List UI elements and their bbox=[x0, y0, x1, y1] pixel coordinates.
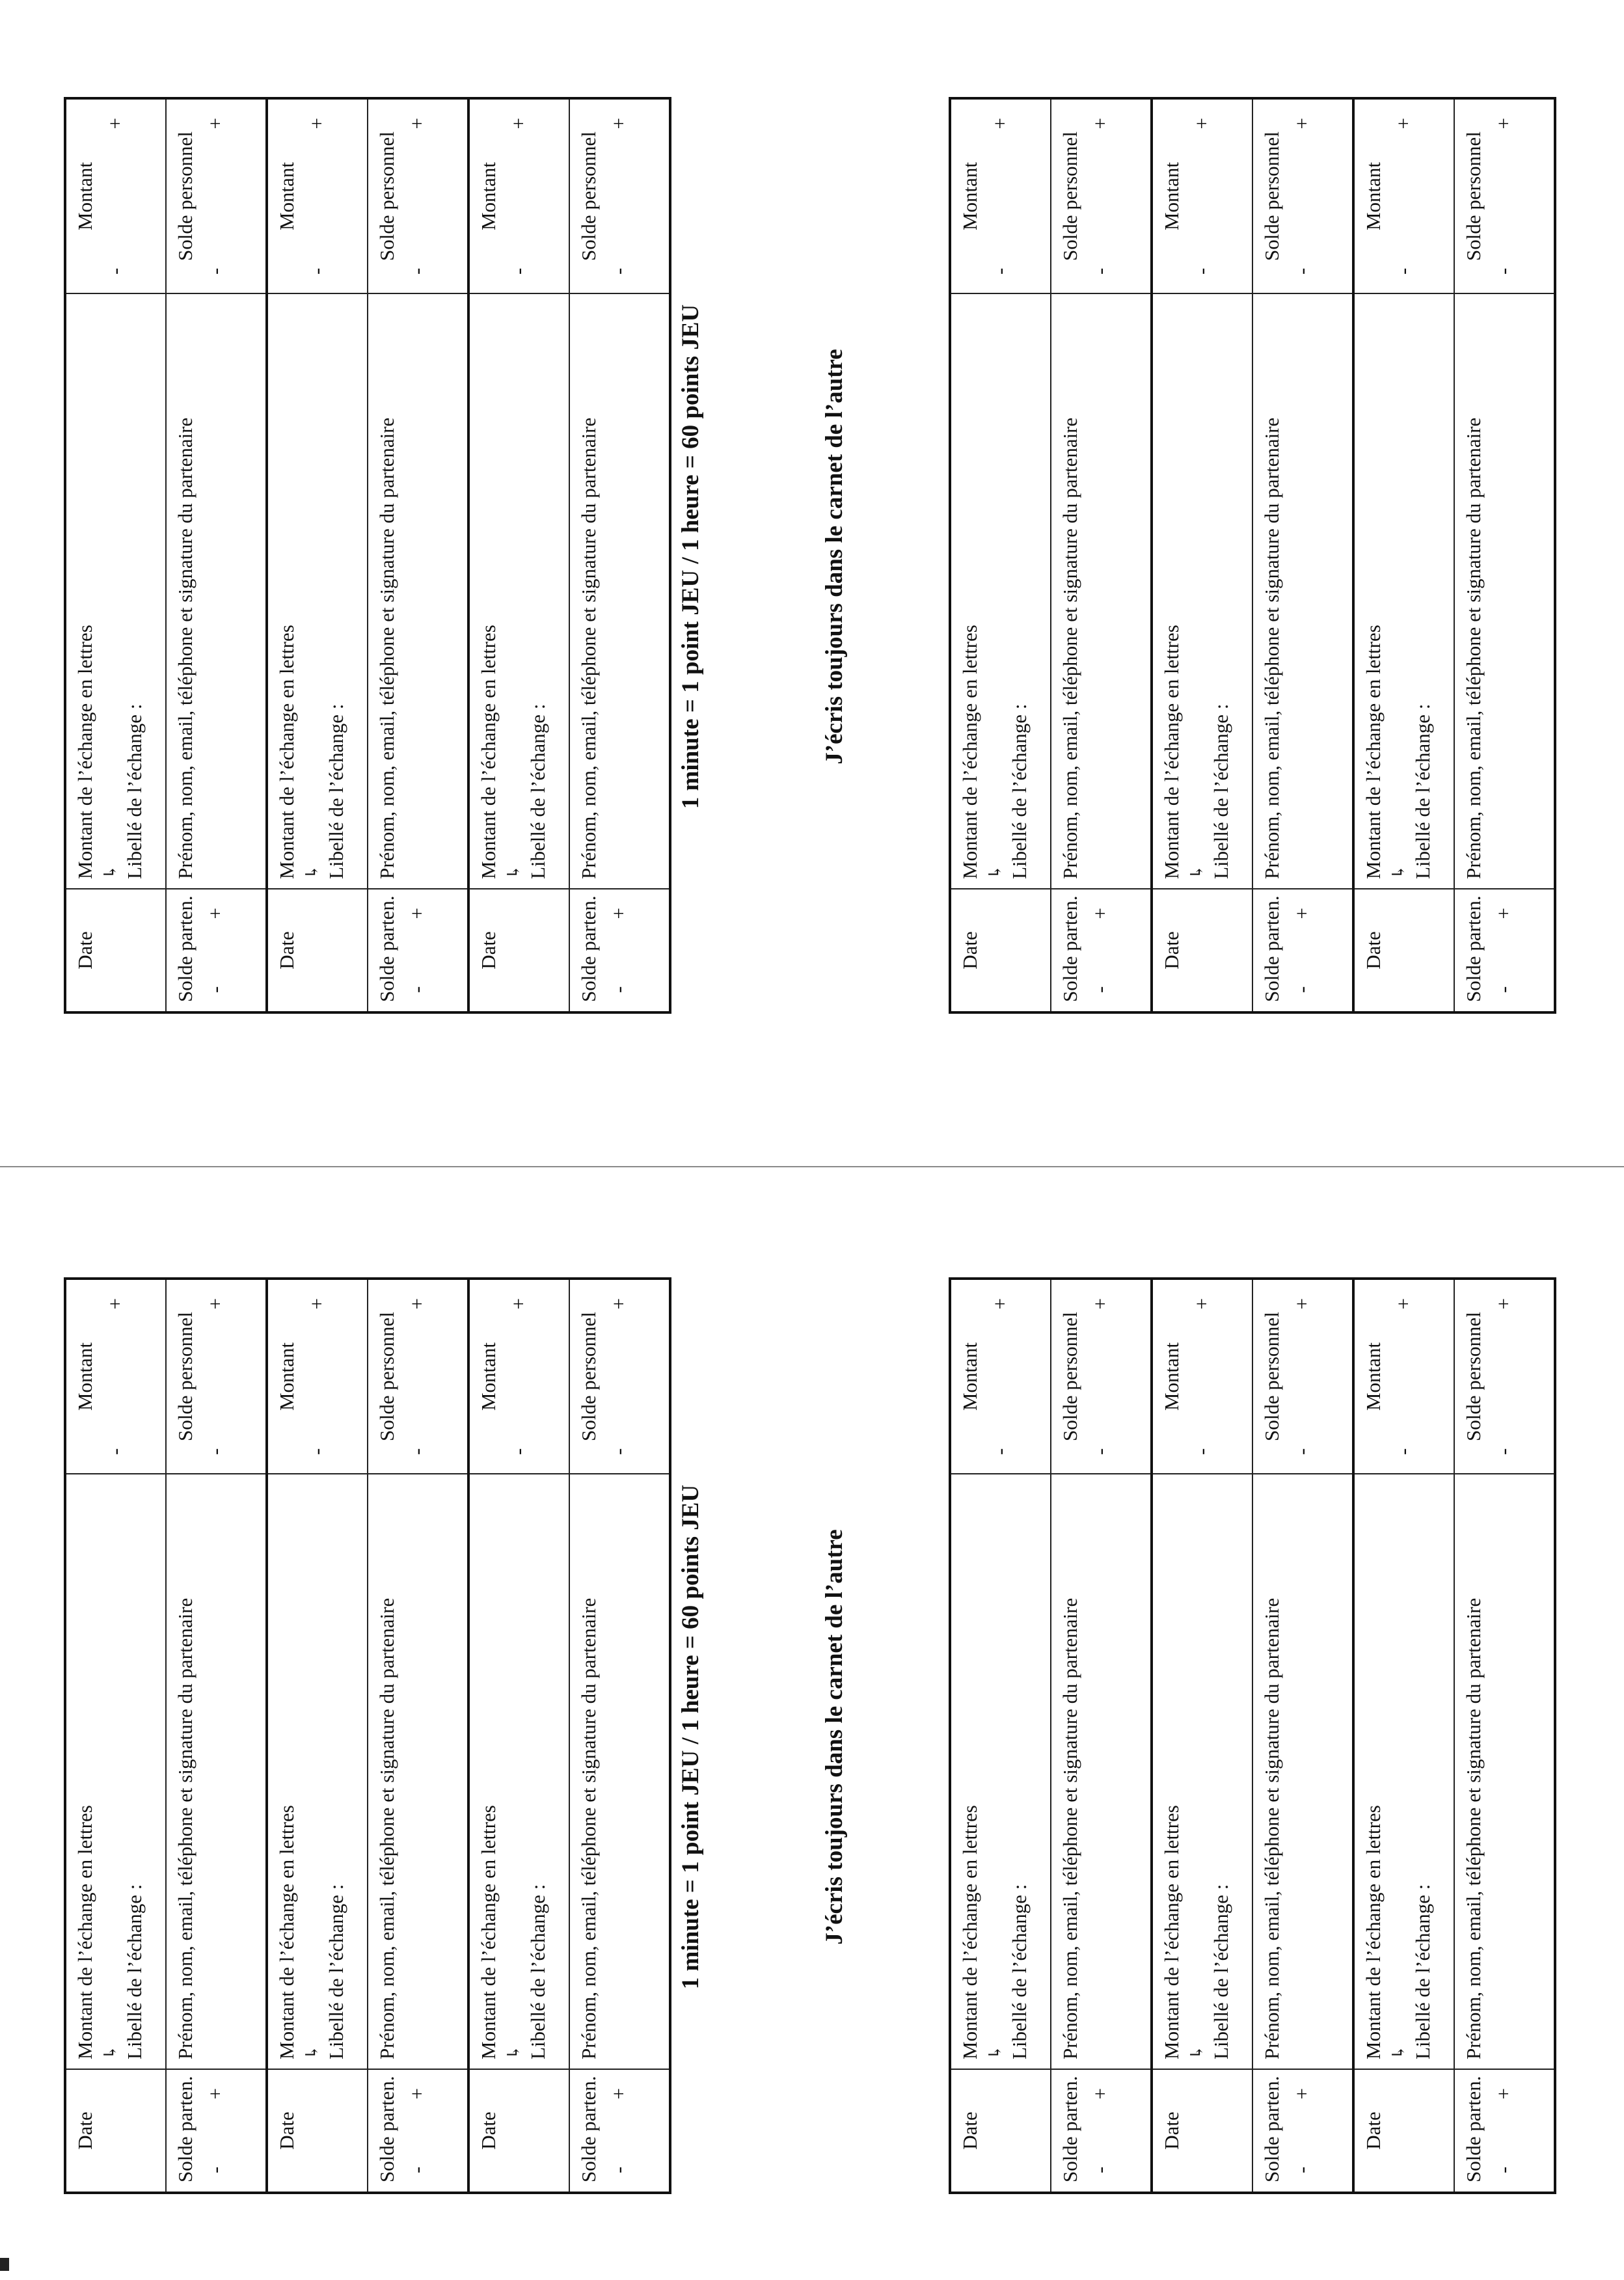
signature-label: Prénom, nom, email, téléphone et signature du partenaire bbox=[174, 1597, 196, 2059]
date-cell[interactable] bbox=[1353, 889, 1454, 1012]
libelle-label: Libellé de l’échange : bbox=[324, 703, 347, 879]
date-cell[interactable] bbox=[1152, 2069, 1252, 2193]
plus-sign: + bbox=[203, 118, 226, 129]
montant-label: Montant bbox=[1160, 161, 1183, 231]
solde-partenaire-cell[interactable] bbox=[166, 889, 267, 1012]
solde-partenaire-label: Solde parten. bbox=[1462, 895, 1485, 1002]
montant-label: Montant bbox=[74, 161, 96, 231]
libelle-label: Libellé de l’échange : bbox=[324, 1884, 347, 2059]
date-cell[interactable] bbox=[267, 889, 368, 1012]
entry-row-header bbox=[1152, 1279, 1252, 2193]
minus-sign: - bbox=[1290, 2166, 1313, 2173]
signature-cell[interactable] bbox=[569, 1474, 670, 2069]
date-cell[interactable] bbox=[950, 2069, 1051, 2193]
date-cell[interactable] bbox=[267, 2069, 368, 2193]
entry-row-header bbox=[468, 1279, 569, 2193]
date-cell[interactable] bbox=[1353, 2069, 1454, 2193]
solde-personnel-cell[interactable] bbox=[569, 98, 670, 293]
montant-lettres-label: Montant de l’échange en lettres bbox=[1160, 1805, 1183, 2059]
solde-partenaire-cell[interactable] bbox=[1252, 2069, 1353, 2193]
signature-cell[interactable] bbox=[569, 293, 670, 889]
solde-personnel-cell[interactable] bbox=[1051, 98, 1152, 293]
entry-row-header bbox=[267, 98, 368, 1012]
carnet-bottom-pane bbox=[949, 97, 1556, 1014]
montant-cell[interactable] bbox=[65, 1279, 166, 1474]
solde-partenaire-cell[interactable] bbox=[1051, 2069, 1152, 2193]
minus-sign: - bbox=[1491, 986, 1515, 993]
solde-partenaire-cell[interactable] bbox=[569, 2069, 670, 2193]
signature-label: Prénom, nom, email, téléphone et signature du partenaire bbox=[1260, 417, 1283, 879]
carnet-top-pane bbox=[64, 1277, 671, 2194]
solde-partenaire-cell[interactable] bbox=[569, 889, 670, 1012]
arrow-icon: ↳ bbox=[302, 2045, 321, 2059]
montant-lettres-label: Montant de l’échange en lettres bbox=[958, 625, 981, 879]
plus-sign: + bbox=[606, 2088, 630, 2100]
solde-partenaire-label: Solde parten. bbox=[375, 2076, 398, 2182]
solde-partenaire-cell[interactable] bbox=[368, 889, 468, 1012]
entry-row-header bbox=[950, 98, 1051, 1012]
date-label: Date bbox=[1160, 931, 1183, 970]
arrow-icon: ↳ bbox=[302, 865, 321, 879]
carnet-table-bottom-b bbox=[949, 1277, 1556, 2194]
arrow-icon: ↳ bbox=[100, 2045, 120, 2059]
entry-row-signature bbox=[1252, 98, 1353, 1012]
montant-cell[interactable] bbox=[1152, 1279, 1252, 1474]
plus-sign: + bbox=[1088, 2088, 1111, 2100]
arrow-icon: ↳ bbox=[100, 865, 120, 879]
signature-label: Prénom, nom, email, téléphone et signature du partenaire bbox=[1059, 1597, 1081, 2059]
entry-row-header bbox=[950, 1279, 1051, 2193]
plus-sign: + bbox=[1491, 1298, 1515, 1310]
montant-cell[interactable] bbox=[65, 98, 166, 293]
solde-partenaire-cell[interactable] bbox=[1454, 889, 1555, 1012]
entry-row-signature bbox=[1252, 1279, 1353, 2193]
plus-sign: + bbox=[1189, 1298, 1213, 1310]
minus-sign: - bbox=[405, 2166, 428, 2173]
signature-label: Prénom, nom, email, téléphone et signature du partenaire bbox=[1059, 417, 1081, 879]
plus-sign: + bbox=[103, 1298, 126, 1310]
montant-label: Montant bbox=[1362, 161, 1385, 231]
minus-sign: - bbox=[1189, 267, 1213, 275]
corner-mark bbox=[0, 2258, 9, 2271]
plus-sign: + bbox=[1391, 1298, 1414, 1310]
montant-lettres-label: Montant de l’échange en lettres bbox=[1362, 625, 1385, 879]
montant-cell[interactable] bbox=[950, 98, 1051, 293]
solde-partenaire-cell[interactable] bbox=[1454, 2069, 1555, 2193]
date-label: Date bbox=[275, 2111, 298, 2150]
solde-personnel-cell[interactable] bbox=[368, 98, 468, 293]
plus-sign: + bbox=[1189, 118, 1213, 129]
solde-personnel-cell[interactable] bbox=[1252, 1279, 1353, 1474]
minus-sign: - bbox=[1088, 1448, 1111, 1455]
solde-partenaire-cell[interactable] bbox=[166, 2069, 267, 2193]
plus-sign: + bbox=[405, 2088, 428, 2100]
date-label: Date bbox=[275, 931, 298, 970]
montant-lettres-label: Montant de l’échange en lettres bbox=[958, 1805, 981, 2059]
minus-sign: - bbox=[1290, 986, 1313, 993]
signature-cell[interactable] bbox=[166, 293, 267, 889]
montant-lettres-cell[interactable] bbox=[65, 293, 166, 889]
entry-row-header bbox=[1152, 98, 1252, 1012]
signature-label: Prénom, nom, email, téléphone et signature du partenaire bbox=[375, 1597, 398, 2059]
minus-sign: - bbox=[1391, 1448, 1414, 1455]
fold-line bbox=[0, 1166, 1624, 1167]
plus-sign: + bbox=[1290, 1298, 1313, 1310]
signature-label: Prénom, nom, email, téléphone et signature du partenaire bbox=[174, 417, 196, 879]
carnet-table-top-b bbox=[949, 97, 1556, 1014]
montant-lettres-label: Montant de l’échange en lettres bbox=[275, 625, 298, 879]
minus-sign: - bbox=[606, 986, 630, 993]
solde-partenaire-cell[interactable] bbox=[1051, 889, 1152, 1012]
montant-lettres-label: Montant de l’échange en lettres bbox=[1362, 1805, 1385, 2059]
solde-personnel-cell[interactable] bbox=[368, 1279, 468, 1474]
solde-personnel-cell[interactable] bbox=[1051, 1279, 1152, 1474]
plus-sign: + bbox=[1491, 118, 1515, 129]
date-label: Date bbox=[477, 931, 500, 970]
signature-label: Prénom, nom, email, téléphone et signature du partenaire bbox=[375, 417, 398, 879]
libelle-label: Libellé de l’échange : bbox=[122, 703, 146, 879]
montant-lettres-cell[interactable] bbox=[1353, 1474, 1454, 2069]
date-label: Date bbox=[74, 2111, 96, 2150]
plus-sign: + bbox=[606, 1298, 630, 1310]
carnet-bottom-pane bbox=[949, 1277, 1556, 2194]
plus-sign: + bbox=[405, 1298, 428, 1310]
minus-sign: - bbox=[103, 267, 126, 275]
solde-personnel-label: Solde personnel bbox=[174, 131, 196, 261]
date-cell[interactable] bbox=[468, 889, 569, 1012]
montant-cell[interactable] bbox=[950, 1279, 1051, 1474]
montant-label: Montant bbox=[958, 161, 981, 231]
minus-sign: - bbox=[1290, 1448, 1313, 1455]
montant-lettres-label: Montant de l’échange en lettres bbox=[477, 625, 500, 879]
arrow-icon: ↳ bbox=[1187, 865, 1206, 879]
libelle-label: Libellé de l’échange : bbox=[526, 1884, 549, 2059]
montant-cell[interactable] bbox=[267, 98, 368, 293]
minus-sign: - bbox=[1189, 1448, 1213, 1455]
plus-sign: + bbox=[405, 118, 428, 129]
minus-sign: - bbox=[1391, 267, 1414, 275]
montant-cell[interactable] bbox=[1152, 98, 1252, 293]
montant-cell[interactable] bbox=[468, 1279, 569, 1474]
solde-personnel-cell[interactable] bbox=[1454, 98, 1555, 293]
plus-sign: + bbox=[988, 118, 1011, 129]
plus-sign: + bbox=[988, 1298, 1011, 1310]
date-label: Date bbox=[1362, 931, 1385, 970]
signature-label: Prénom, nom, email, téléphone et signature du partenaire bbox=[1260, 1597, 1283, 2059]
rate-text: 1 minute = 1 point JEU / 1 heure = 60 points JEU bbox=[677, 304, 704, 809]
plus-sign: + bbox=[606, 908, 630, 919]
solde-personnel-label: Solde personnel bbox=[1059, 131, 1081, 261]
solde-partenaire-cell[interactable] bbox=[368, 2069, 468, 2193]
minus-sign: - bbox=[103, 1448, 126, 1455]
minus-sign: - bbox=[988, 267, 1011, 275]
montant-label: Montant bbox=[477, 161, 500, 231]
montant-lettres-label: Montant de l’échange en lettres bbox=[1160, 625, 1183, 879]
entry-row-signature bbox=[1454, 98, 1555, 1012]
plus-sign: + bbox=[506, 1298, 530, 1310]
signature-label: Prénom, nom, email, téléphone et signature du partenaire bbox=[1462, 1597, 1485, 2059]
plus-sign: + bbox=[203, 908, 226, 919]
plus-sign: + bbox=[506, 118, 530, 129]
entry-row-signature bbox=[166, 98, 267, 1012]
arrow-icon: ↳ bbox=[504, 865, 523, 879]
solde-partenaire-label: Solde parten. bbox=[1059, 2076, 1081, 2182]
date-label: Date bbox=[477, 2111, 500, 2150]
libelle-label: Libellé de l’échange : bbox=[1411, 703, 1434, 879]
plus-sign: + bbox=[606, 118, 630, 129]
montant-lettres-cell[interactable] bbox=[1353, 293, 1454, 889]
libelle-label: Libellé de l’échange : bbox=[1007, 1884, 1031, 2059]
plus-sign: + bbox=[1290, 118, 1313, 129]
arrow-icon: ↳ bbox=[504, 2045, 523, 2059]
signature-cell[interactable] bbox=[1252, 293, 1353, 889]
montant-lettres-cell[interactable] bbox=[65, 1474, 166, 2069]
solde-partenaire-label: Solde parten. bbox=[375, 895, 398, 1002]
solde-personnel-cell[interactable] bbox=[166, 1279, 267, 1474]
montant-lettres-cell[interactable] bbox=[468, 1474, 569, 2069]
date-cell[interactable] bbox=[1152, 889, 1252, 1012]
minus-sign: - bbox=[1491, 1448, 1515, 1455]
libelle-label: Libellé de l’échange : bbox=[1209, 703, 1232, 879]
date-cell[interactable] bbox=[65, 2069, 166, 2193]
solde-personnel-label: Solde personnel bbox=[577, 131, 600, 261]
minus-sign: - bbox=[1088, 2166, 1111, 2173]
plus-sign: + bbox=[1491, 2088, 1515, 2100]
solde-partenaire-label: Solde parten. bbox=[1462, 2076, 1485, 2182]
solde-personnel-label: Solde personnel bbox=[375, 131, 398, 261]
minus-sign: - bbox=[203, 986, 226, 993]
plus-sign: + bbox=[1088, 118, 1111, 129]
plus-sign: + bbox=[1491, 908, 1515, 919]
carnet-page-top bbox=[64, 100, 1515, 1014]
rule-text: J’écris toujours dans le carnet de l’autre bbox=[821, 349, 848, 765]
carnet-top-pane bbox=[64, 97, 671, 1014]
solde-partenaire-cell[interactable] bbox=[1252, 889, 1353, 1012]
minus-sign: - bbox=[1290, 267, 1313, 275]
montant-cell[interactable] bbox=[1353, 1279, 1454, 1474]
montant-label: Montant bbox=[275, 1342, 298, 1411]
minus-sign: - bbox=[405, 986, 428, 993]
solde-personnel-cell[interactable] bbox=[166, 98, 267, 293]
plus-sign: + bbox=[203, 1298, 226, 1310]
montant-cell[interactable] bbox=[267, 1279, 368, 1474]
entry-row-signature bbox=[569, 1279, 670, 2193]
montant-label: Montant bbox=[1362, 1342, 1385, 1411]
signature-label: Prénom, nom, email, téléphone et signature du partenaire bbox=[577, 1597, 600, 2059]
minus-sign: - bbox=[1491, 2166, 1515, 2173]
montant-cell[interactable] bbox=[468, 98, 569, 293]
entry-row-signature bbox=[166, 1279, 267, 2193]
minus-sign: - bbox=[304, 267, 328, 275]
minus-sign: - bbox=[1088, 267, 1111, 275]
arrow-icon: ↳ bbox=[985, 2045, 1005, 2059]
montant-cell[interactable] bbox=[1353, 98, 1454, 293]
signature-label: Prénom, nom, email, téléphone et signature du partenaire bbox=[577, 417, 600, 879]
montant-lettres-cell[interactable] bbox=[267, 1474, 368, 2069]
solde-partenaire-label: Solde parten. bbox=[1260, 895, 1283, 1002]
montant-lettres-cell[interactable] bbox=[950, 1474, 1051, 2069]
entry-row-signature bbox=[368, 1279, 468, 2193]
minus-sign: - bbox=[1088, 986, 1111, 993]
minus-sign: - bbox=[203, 2166, 226, 2173]
signature-label: Prénom, nom, email, téléphone et signature du partenaire bbox=[1462, 417, 1485, 879]
entry-row-signature bbox=[368, 98, 468, 1012]
solde-personnel-label: Solde personnel bbox=[1059, 1312, 1081, 1441]
solde-personnel-label: Solde personnel bbox=[1462, 1312, 1485, 1441]
signature-cell[interactable] bbox=[1454, 293, 1555, 889]
plus-sign: + bbox=[203, 2088, 226, 2100]
date-label: Date bbox=[1362, 2111, 1385, 2150]
entry-row-header bbox=[1353, 98, 1454, 1012]
entry-row-signature bbox=[1051, 1279, 1152, 2193]
entry-row-header bbox=[267, 1279, 368, 2193]
arrow-icon: ↳ bbox=[1388, 2045, 1408, 2059]
minus-sign: - bbox=[606, 1448, 630, 1455]
date-label: Date bbox=[958, 931, 981, 970]
entry-row-signature bbox=[569, 98, 670, 1012]
minus-sign: - bbox=[606, 2166, 630, 2173]
solde-partenaire-label: Solde parten. bbox=[174, 895, 196, 1002]
signature-cell[interactable] bbox=[166, 1474, 267, 2069]
montant-label: Montant bbox=[477, 1342, 500, 1411]
rate-text: 1 minute = 1 point JEU / 1 heure = 60 points JEU bbox=[677, 1484, 704, 1990]
libelle-label: Libellé de l’échange : bbox=[122, 1884, 146, 2059]
signature-cell[interactable] bbox=[368, 293, 468, 889]
montant-lettres-label: Montant de l’échange en lettres bbox=[275, 1805, 298, 2059]
plus-sign: + bbox=[1391, 118, 1414, 129]
date-cell[interactable] bbox=[468, 2069, 569, 2193]
plus-sign: + bbox=[1088, 908, 1111, 919]
montant-lettres-cell[interactable] bbox=[1152, 1474, 1252, 2069]
plus-sign: + bbox=[405, 908, 428, 919]
minus-sign: - bbox=[405, 1448, 428, 1455]
entry-row-signature bbox=[1454, 1279, 1555, 2193]
minus-sign: - bbox=[988, 1448, 1011, 1455]
libelle-label: Libellé de l’échange : bbox=[1411, 1884, 1434, 2059]
carnet-page-bottom bbox=[64, 1280, 1515, 2194]
date-label: Date bbox=[958, 2111, 981, 2150]
signature-cell[interactable] bbox=[368, 1474, 468, 2069]
minus-sign: - bbox=[203, 1448, 226, 1455]
solde-personnel-cell[interactable] bbox=[1454, 1279, 1555, 1474]
signature-cell[interactable] bbox=[1051, 293, 1152, 889]
entry-row-header bbox=[65, 98, 166, 1012]
minus-sign: - bbox=[1491, 267, 1515, 275]
solde-partenaire-label: Solde parten. bbox=[1059, 895, 1081, 1002]
solde-personnel-label: Solde personnel bbox=[375, 1312, 398, 1441]
signature-cell[interactable] bbox=[1051, 1474, 1152, 2069]
libelle-label: Libellé de l’échange : bbox=[526, 703, 549, 879]
arrow-icon: ↳ bbox=[1388, 865, 1408, 879]
montant-lettres-label: Montant de l’échange en lettres bbox=[477, 1805, 500, 2059]
entry-row-header bbox=[65, 1279, 166, 2193]
minus-sign: - bbox=[606, 267, 630, 275]
minus-sign: - bbox=[405, 267, 428, 275]
entry-row-header bbox=[468, 98, 569, 1012]
minus-sign: - bbox=[203, 267, 226, 275]
montant-label: Montant bbox=[958, 1342, 981, 1411]
solde-partenaire-label: Solde parten. bbox=[1260, 2076, 1283, 2182]
solde-partenaire-label: Solde parten. bbox=[577, 895, 600, 1002]
montant-lettres-cell[interactable] bbox=[267, 293, 368, 889]
solde-personnel-label: Solde personnel bbox=[1260, 131, 1283, 261]
montant-lettres-cell[interactable] bbox=[1152, 293, 1252, 889]
plus-sign: + bbox=[1290, 2088, 1313, 2100]
solde-partenaire-label: Solde parten. bbox=[577, 2076, 600, 2182]
carnet-table-bottom-a bbox=[64, 1277, 671, 2194]
date-label: Date bbox=[74, 931, 96, 970]
solde-personnel-cell[interactable] bbox=[569, 1279, 670, 1474]
carnet-table-top-a bbox=[64, 97, 671, 1014]
plus-sign: + bbox=[304, 1298, 328, 1310]
montant-lettres-label: Montant de l’échange en lettres bbox=[74, 1805, 96, 2059]
plus-sign: + bbox=[1088, 1298, 1111, 1310]
solde-personnel-label: Solde personnel bbox=[1260, 1312, 1283, 1441]
date-label: Date bbox=[1160, 2111, 1183, 2150]
solde-personnel-cell[interactable] bbox=[1252, 98, 1353, 293]
entry-row-header bbox=[1353, 1279, 1454, 2193]
solde-personnel-label: Solde personnel bbox=[1462, 131, 1485, 261]
minus-sign: - bbox=[304, 1448, 328, 1455]
signature-cell[interactable] bbox=[1454, 1474, 1555, 2069]
montant-label: Montant bbox=[74, 1342, 96, 1411]
solde-personnel-label: Solde personnel bbox=[174, 1312, 196, 1441]
date-cell[interactable] bbox=[950, 889, 1051, 1012]
rule-text: J’écris toujours dans le carnet de l’autre bbox=[821, 1529, 848, 1945]
date-cell[interactable] bbox=[65, 889, 166, 1012]
plus-sign: + bbox=[103, 118, 126, 129]
arrow-icon: ↳ bbox=[985, 865, 1005, 879]
montant-lettres-cell[interactable] bbox=[468, 293, 569, 889]
libelle-label: Libellé de l’échange : bbox=[1007, 703, 1031, 879]
montant-lettres-cell[interactable] bbox=[950, 293, 1051, 889]
montant-lettres-label: Montant de l’échange en lettres bbox=[74, 625, 96, 879]
plus-sign: + bbox=[304, 118, 328, 129]
libelle-label: Libellé de l’échange : bbox=[1209, 1884, 1232, 2059]
montant-label: Montant bbox=[275, 161, 298, 231]
minus-sign: - bbox=[506, 1448, 530, 1455]
solde-partenaire-label: Solde parten. bbox=[174, 2076, 196, 2182]
montant-label: Montant bbox=[1160, 1342, 1183, 1411]
signature-cell[interactable] bbox=[1252, 1474, 1353, 2069]
plus-sign: + bbox=[1290, 908, 1313, 919]
entry-row-signature bbox=[1051, 98, 1152, 1012]
solde-personnel-label: Solde personnel bbox=[577, 1312, 600, 1441]
minus-sign: - bbox=[506, 267, 530, 275]
arrow-icon: ↳ bbox=[1187, 2045, 1206, 2059]
